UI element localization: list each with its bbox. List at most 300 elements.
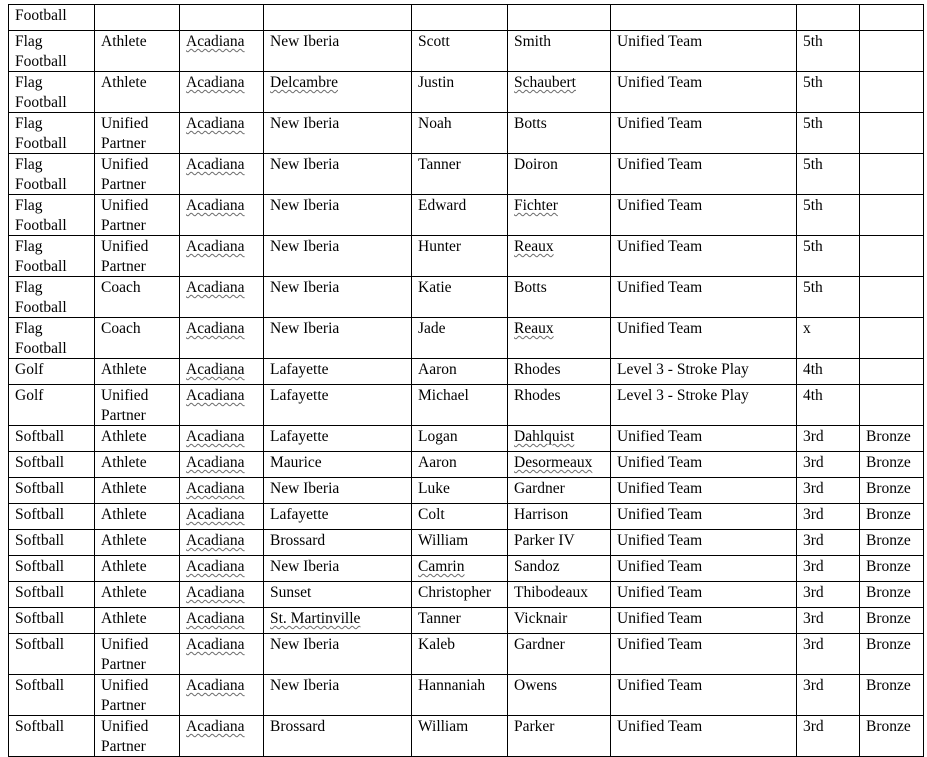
cell-medal-text: Bronze [866,677,911,694]
cell-last-name-text: Parker [514,718,555,735]
cell-sport-text: Golf [15,361,44,378]
cell-role-text: Unified Partner [101,197,149,234]
cell-role [95,675,180,716]
cell-place [797,478,860,504]
cell-sport [9,452,95,478]
cell-division-text: Unified Team [617,115,703,132]
cell-city [264,5,412,31]
cell-sport-text: Flag Football [15,115,67,152]
cell-region [180,385,264,426]
cell-region-text: Acadiana [186,636,245,653]
cell-city [264,716,412,757]
cell-place-text: 5th [803,279,823,296]
cell-sport-text: Softball [15,506,65,523]
cell-first-name [412,675,508,716]
cell-division-text: Unified Team [617,558,703,575]
cell-first-name-text: Logan [418,428,458,445]
cell-division [611,277,797,318]
cell-role-text: Unified Partner [101,636,149,673]
cell-division-text: Unified Team [617,506,703,523]
cell-sport-text: Softball [15,558,65,575]
cell-role-text: Unified Partner [101,718,149,755]
cell-sport-text: Softball [15,718,65,735]
cell-medal [860,195,924,236]
cell-division-text: Unified Team [617,156,703,173]
cell-division [611,452,797,478]
cell-role [95,426,180,452]
cell-role-text: Athlete [101,610,147,627]
cell-city [264,154,412,195]
cell-city [264,72,412,113]
cell-place-text: 5th [803,115,823,132]
cell-first-name-text: Katie [418,279,452,296]
cell-region [180,277,264,318]
cell-city [264,530,412,556]
cell-medal-text: Bronze [866,454,911,471]
cell-division-text: Unified Team [617,320,703,337]
cell-city-text: Lafayette [270,387,329,404]
cell-division [611,426,797,452]
cell-first-name [412,113,508,154]
cell-city [264,556,412,582]
cell-role-text: Athlete [101,428,147,445]
cell-division [611,31,797,72]
cell-sport-text: Softball [15,610,65,627]
cell-division [611,5,797,31]
cell-first-name [412,359,508,385]
cell-last-name [508,154,611,195]
cell-first-name [412,154,508,195]
cell-role-text: Athlete [101,532,147,549]
cell-region [180,318,264,359]
cell-place-text: x [803,320,811,337]
cell-place [797,236,860,277]
cell-first-name [412,582,508,608]
table-row [9,359,924,385]
cell-last-name [508,385,611,426]
cell-city-text: Brossard [270,718,326,735]
cell-role-text: Athlete [101,454,147,471]
cell-division [611,385,797,426]
cell-last-name-text: Botts [514,279,547,296]
cell-region-text: Acadiana [186,677,245,694]
cell-city [264,608,412,634]
cell-region-text: Acadiana [186,584,245,601]
cell-region [180,530,264,556]
cell-division [611,318,797,359]
cell-last-name-text: Doiron [514,156,558,173]
cell-first-name-text: William [418,718,469,735]
cell-sport [9,236,95,277]
cell-place-text: 3rd [803,584,824,601]
cell-first-name [412,478,508,504]
cell-division [611,154,797,195]
cell-place [797,556,860,582]
cell-region [180,582,264,608]
cell-place-text: 5th [803,197,823,214]
cell-sport [9,154,95,195]
cell-place-text: 3rd [803,480,824,497]
cell-city [264,277,412,318]
cell-last-name [508,31,611,72]
cell-sport-text: Football [15,7,67,24]
cell-division [611,556,797,582]
cell-first-name-text: Edward [418,197,467,214]
cell-division [611,236,797,277]
table-row [9,530,924,556]
cell-role [95,556,180,582]
cell-medal [860,530,924,556]
cell-first-name [412,452,508,478]
cell-first-name [412,318,508,359]
cell-sport-text: Softball [15,454,65,471]
cell-last-name-text: Fichter [514,197,558,214]
cell-place-text: 3rd [803,610,824,627]
cell-last-name-text: Vicknair [514,610,568,627]
table-row [9,277,924,318]
cell-last-name-text: Rhodes [514,387,561,404]
cell-sport-text: Flag Football [15,33,67,70]
cell-last-name-text: Reaux [514,238,554,255]
cell-region [180,5,264,31]
cell-place-text: 3rd [803,636,824,653]
cell-region [180,634,264,675]
cell-sport-text: Softball [15,428,65,445]
cell-sport [9,318,95,359]
cell-place-text: 5th [803,33,823,50]
cell-region-text: Acadiana [186,320,245,337]
cell-first-name [412,426,508,452]
cell-last-name [508,5,611,31]
cell-region-text: Acadiana [186,532,245,549]
cell-sport [9,277,95,318]
cell-place [797,31,860,72]
cell-city-text: Brossard [270,532,326,549]
cell-last-name [508,556,611,582]
cell-division-text: Unified Team [617,610,703,627]
cell-medal [860,113,924,154]
cell-division [611,504,797,530]
cell-place [797,72,860,113]
cell-division [611,582,797,608]
cell-division [611,359,797,385]
cell-first-name-text: Aaron [418,454,457,471]
cell-sport [9,31,95,72]
cell-first-name-text: Noah [418,115,452,132]
table-row [9,385,924,426]
cell-role-text: Athlete [101,558,147,575]
cell-city [264,426,412,452]
cell-role-text: Athlete [101,506,147,523]
cell-last-name-text: Gardner [514,636,565,653]
cell-last-name [508,530,611,556]
cell-last-name [508,452,611,478]
cell-first-name [412,5,508,31]
cell-region [180,426,264,452]
cell-place [797,504,860,530]
cell-division-text: Unified Team [617,532,703,549]
cell-sport [9,478,95,504]
cell-region-text: Acadiana [186,558,245,575]
cell-role [95,277,180,318]
cell-place [797,359,860,385]
cell-medal [860,359,924,385]
cell-sport-text: Flag Football [15,279,67,316]
cell-city [264,113,412,154]
cell-division [611,72,797,113]
cell-first-name-text: Hunter [418,238,462,255]
cell-role [95,72,180,113]
cell-region [180,195,264,236]
cell-place [797,5,860,31]
table-row [9,504,924,530]
cell-place-text: 3rd [803,506,824,523]
cell-city-text: Lafayette [270,361,329,378]
cell-first-name-text: William [418,532,469,549]
cell-place-text: 3rd [803,454,824,471]
cell-first-name-text: Kaleb [418,636,456,653]
cell-medal [860,318,924,359]
cell-first-name-text: Hannaniah [418,677,486,694]
cell-division [611,113,797,154]
cell-city [264,452,412,478]
cell-role [95,452,180,478]
cell-first-name [412,236,508,277]
table-row [9,716,924,757]
cell-last-name [508,608,611,634]
cell-place [797,582,860,608]
cell-medal-text: Bronze [866,718,911,735]
cell-place-text: 5th [803,238,823,255]
cell-medal [860,426,924,452]
cell-division [611,530,797,556]
cell-city-text: Lafayette [270,506,329,523]
cell-region-text: Acadiana [186,238,245,255]
cell-division-text: Unified Team [617,480,703,497]
cell-place-text: 3rd [803,718,824,735]
cell-sport [9,426,95,452]
cell-city [264,582,412,608]
cell-city [264,504,412,530]
cell-medal-text: Bronze [866,558,911,575]
cell-last-name [508,478,611,504]
cell-city [264,31,412,72]
cell-city [264,634,412,675]
cell-city-text: New Iberia [270,156,340,173]
cell-first-name [412,716,508,757]
table-row [9,5,924,31]
cell-role [95,530,180,556]
cell-sport-text: Flag Football [15,156,67,193]
table-row [9,31,924,72]
cell-last-name [508,318,611,359]
cell-division [611,675,797,716]
cell-place-text: 3rd [803,532,824,549]
cell-region [180,478,264,504]
results-table-body [9,5,924,757]
cell-region-text: Acadiana [186,454,245,471]
cell-region [180,504,264,530]
cell-role-text: Athlete [101,584,147,601]
cell-division [611,608,797,634]
cell-region-text: Acadiana [186,74,245,91]
cell-sport-text: Flag Football [15,74,67,111]
cell-city-text: Lafayette [270,428,329,445]
cell-medal-text: Bronze [866,584,911,601]
cell-place [797,426,860,452]
cell-city [264,478,412,504]
table-row [9,556,924,582]
cell-last-name-text: Sandoz [514,558,560,575]
cell-last-name-text: Reaux [514,320,554,337]
cell-division [611,634,797,675]
cell-sport [9,556,95,582]
cell-city-text: New Iberia [270,636,340,653]
cell-city [264,318,412,359]
cell-last-name-text: Dahlquist [514,428,575,445]
cell-place [797,154,860,195]
cell-last-name [508,582,611,608]
cell-city [264,195,412,236]
cell-sport-text: Flag Football [15,320,67,357]
cell-sport-text: Softball [15,532,65,549]
cell-first-name [412,72,508,113]
cell-place [797,195,860,236]
cell-region-text: Acadiana [186,33,245,50]
cell-division [611,195,797,236]
cell-last-name [508,72,611,113]
cell-division-text: Unified Team [617,279,703,296]
cell-first-name-text: Scott [418,33,450,50]
cell-role [95,716,180,757]
cell-division-text: Unified Team [617,584,703,601]
cell-sport [9,504,95,530]
table-row [9,608,924,634]
cell-region [180,716,264,757]
cell-role-text: Coach [101,320,141,337]
cell-role [95,504,180,530]
cell-last-name-text: Rhodes [514,361,561,378]
cell-region-text: Acadiana [186,387,245,404]
cell-region-text: Acadiana [186,197,245,214]
cell-sport [9,716,95,757]
cell-sport-text: Flag Football [15,238,67,275]
cell-city [264,675,412,716]
cell-role [95,195,180,236]
cell-medal [860,31,924,72]
cell-last-name-text: Botts [514,115,547,132]
cell-region-text: Acadiana [186,156,245,173]
cell-last-name-text: Parker IV [514,532,575,549]
cell-city-text: New Iberia [270,320,340,337]
cell-sport [9,634,95,675]
cell-medal [860,236,924,277]
cell-medal [860,634,924,675]
table-row [9,236,924,277]
cell-first-name [412,556,508,582]
cell-last-name-text: Schaubert [514,74,576,91]
cell-sport [9,385,95,426]
cell-medal-text: Bronze [866,428,911,445]
cell-role-text: Unified Partner [101,115,149,152]
cell-last-name-text: Harrison [514,506,569,523]
cell-city-text: New Iberia [270,480,340,497]
cell-place [797,318,860,359]
cell-place [797,452,860,478]
cell-first-name [412,634,508,675]
cell-place [797,675,860,716]
cell-place-text: 3rd [803,428,824,445]
cell-region-text: Acadiana [186,718,245,735]
cell-role-text: Unified Partner [101,387,149,424]
cell-place [797,634,860,675]
cell-first-name-text: Colt [418,506,445,523]
cell-first-name-text: Tanner [418,610,461,627]
cell-city [264,359,412,385]
cell-city [264,385,412,426]
cell-sport-text: Softball [15,584,65,601]
cell-region-text: Acadiana [186,506,245,523]
cell-role-text: Unified Partner [101,677,149,714]
cell-medal [860,452,924,478]
cell-last-name-text: Owens [514,677,558,694]
cell-division-text: Unified Team [617,238,703,255]
cell-medal [860,675,924,716]
cell-last-name [508,716,611,757]
cell-region-text: Acadiana [186,480,245,497]
cell-first-name-text: Jade [418,320,446,337]
cell-first-name-text: Camrin [418,558,465,575]
cell-region [180,675,264,716]
cell-city-text: Maurice [270,454,322,471]
cell-city-text: New Iberia [270,238,340,255]
cell-place [797,277,860,318]
cell-sport [9,530,95,556]
cell-region [180,452,264,478]
cell-region-text: Acadiana [186,428,245,445]
table-row [9,318,924,359]
cell-first-name-text: Tanner [418,156,461,173]
cell-sport [9,359,95,385]
table-row [9,154,924,195]
cell-first-name-text: Luke [418,480,450,497]
table-row [9,675,924,716]
cell-city-text: New Iberia [270,279,340,296]
cell-region-text: Acadiana [186,115,245,132]
cell-place-text: 4th [803,387,823,404]
cell-division-text: Unified Team [617,428,703,445]
cell-last-name [508,426,611,452]
cell-last-name [508,675,611,716]
cell-city-text: New Iberia [270,115,340,132]
cell-sport-text: Softball [15,677,65,694]
cell-city-text: New Iberia [270,558,340,575]
cell-region [180,72,264,113]
cell-sport-text: Flag Football [15,197,67,234]
cell-medal-text: Bronze [866,636,911,653]
cell-sport [9,675,95,716]
cell-medal [860,72,924,113]
cell-place-text: 3rd [803,677,824,694]
cell-first-name [412,385,508,426]
cell-division-text: Level 3 - Stroke Play [617,387,749,404]
cell-sport [9,582,95,608]
cell-city-text: New Iberia [270,33,340,50]
cell-region-text: Acadiana [186,610,245,627]
cell-city-text: New Iberia [270,197,340,214]
cell-last-name-text: Smith [514,33,552,50]
cell-medal [860,504,924,530]
